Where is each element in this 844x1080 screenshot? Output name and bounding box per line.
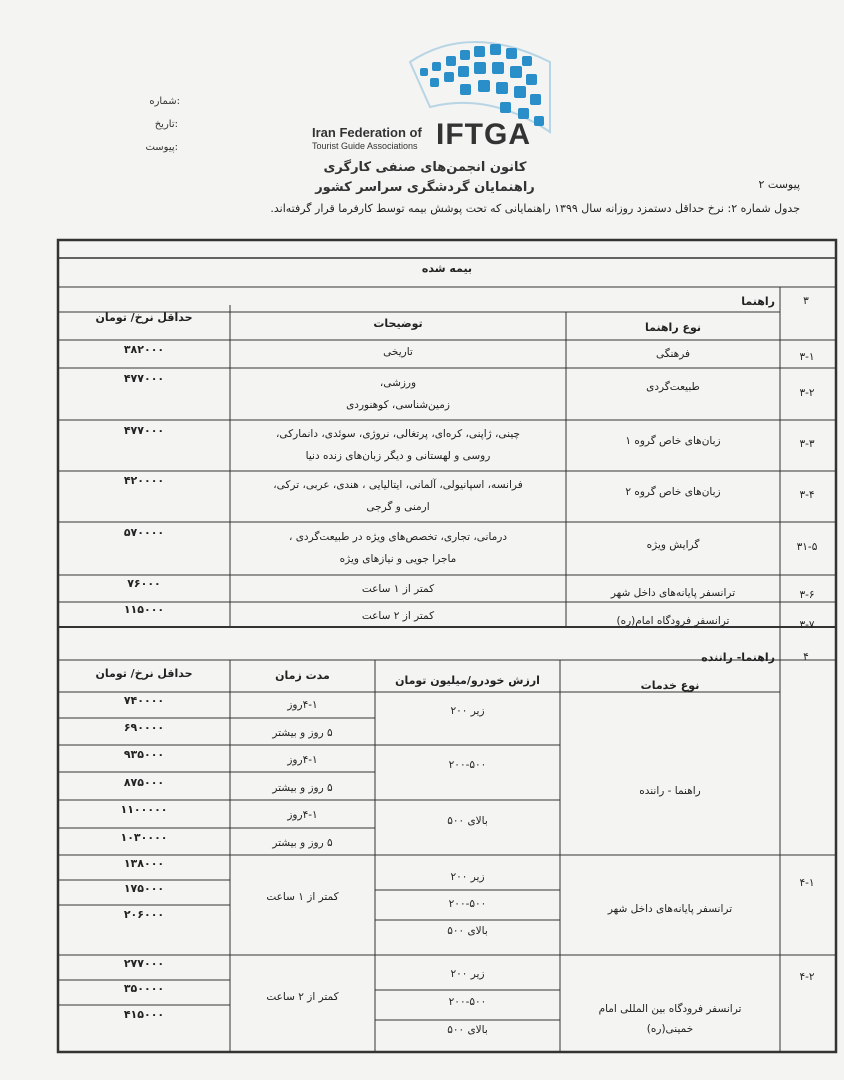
row-3-2-desc1: ورزشی، [379, 377, 417, 389]
section4-header-rate: حداقل نرخ/ تومان [95, 667, 193, 680]
section3-header-rate: حداقل نرخ/ تومان [95, 311, 193, 324]
duration-1-4-days-c: ۴-۱روز [287, 809, 318, 821]
row-3-7-type: ترانسفر فرودگاه امام(ره) [616, 615, 730, 627]
rate-12: ۴۱۵۰۰۰ [123, 1008, 165, 1021]
car2-value-200-500: ۲۰۰-۵۰۰ [448, 898, 487, 910]
logo-en-line2: Tourist Guide Associations [312, 141, 418, 151]
rate-2: ۶۹۰۰۰۰ [123, 721, 165, 734]
service-airport-transfer-a: ترانسفر فرودگاه بین المللی امام [598, 1003, 742, 1015]
row-3-2-desc2: زمین‌شناسی، کوهنوردی [346, 399, 450, 411]
rate-5: ۱۱۰۰۰۰۰ [120, 803, 168, 816]
row-3-1-desc: تاریخی [383, 346, 413, 358]
row-3-4-type: زبان‌های خاص گروه ۲ [625, 486, 721, 498]
row-3-1-type: فرهنگی [655, 348, 691, 360]
section3-header-desc: توضیحات [373, 317, 423, 330]
rate-8: ۱۷۵۰۰۰ [123, 882, 165, 895]
section4-header-duration: مدت زمان [275, 669, 330, 682]
rate-3: ۹۳۵۰۰۰ [123, 748, 165, 761]
car3-value-200-500: ۲۰۰-۵۰۰ [448, 996, 487, 1008]
row-3-7-rate: ۱۱۵۰۰۰ [123, 603, 165, 616]
duration-1-4-days-a: ۴-۱روز [287, 699, 318, 711]
attachment-note: پیوست ۲ [758, 178, 800, 191]
row-3-3-code: ۳-۳ [799, 438, 815, 450]
row-3-4-desc1: فرانسه، اسپانیولی، آلمانی، ایتالیایی ، هندی، عربی، ترکی، [273, 479, 523, 491]
car3-value-over-500: بالای ۵۰۰ [447, 1024, 488, 1036]
table-title: بیمه شده [421, 262, 473, 275]
row-3-5-type: گرایش ویژه [646, 539, 700, 551]
code-4-2: ۴-۲ [799, 971, 815, 983]
service-guide-driver: راهنما - راننده [639, 785, 701, 797]
row-3-1-code: ۳-۱ [799, 351, 815, 363]
rate-1: ۷۴۰۰۰۰ [123, 694, 165, 707]
car2-value-under-200: زیر ۲۰۰ [450, 871, 485, 883]
row-3-3-desc2: روسی و لهستانی و دیگر زبان‌های زنده دنیا [305, 450, 491, 462]
section4-title: راهنما- راننده [701, 651, 775, 664]
row-3-6-desc: کمتر از ۱ ساعت [361, 583, 435, 595]
row-3-5-rate: ۵۷۰۰۰۰ [123, 526, 165, 539]
section4-header-car: ارزش خودرو/میلیون تومان [395, 674, 540, 687]
row-3-5-code: ۳۱-۵ [796, 541, 818, 553]
org-title-line2: راهنمایان گردشگری سراسر کشور [315, 180, 535, 195]
row-3-3-rate: ۴۷۷۰۰۰ [123, 424, 165, 437]
rate-6: ۱۰۳۰۰۰۰ [120, 831, 168, 844]
row-3-2-code: ۳-۲ [799, 387, 815, 399]
car-value-under-200: زیر ۲۰۰ [450, 705, 485, 717]
section4-number: ۴ [803, 651, 809, 663]
duration-5-plus-days-a: ۵ روز و بیشتر [272, 727, 333, 739]
row-3-6-rate: ۷۶۰۰۰ [127, 577, 161, 590]
row-3-5-desc2: ماجرا جویی و نیازهای ویژه [339, 553, 457, 565]
org-title-line1: کانون انجمن‌های صنفی کارگری [323, 160, 527, 175]
row-3-1-rate: ۳۸۲۰۰۰ [123, 343, 165, 356]
section3-number: ۳ [803, 295, 809, 307]
row-3-7-desc: کمتر از ۲ ساعت [361, 610, 435, 622]
logo-text: IFTGA [436, 118, 531, 151]
car-value-200-500: ۲۰۰-۵۰۰ [448, 759, 487, 771]
car3-value-under-200: زیر ۲۰۰ [450, 968, 485, 980]
code-4-1: ۴-۱ [799, 877, 815, 889]
row-3-6-code: ۳-۶ [799, 589, 815, 601]
duration-5-plus-days-b: ۵ روز و بیشتر [272, 782, 333, 794]
car2-value-over-500: بالای ۵۰۰ [447, 925, 488, 937]
row-3-2-type: طبیعت‌گردی [646, 381, 700, 393]
row-3-3-desc1: چینی، ژاپنی، کره‌ای، پرتغالی، نروژی، سوئدی، دانمارکی، [276, 428, 520, 440]
duration-5-plus-days-c: ۵ روز و بیشتر [272, 837, 333, 849]
rate-7: ۱۳۸۰۰۰ [123, 857, 165, 870]
duration-under-2-hours: کمتر از ۲ ساعت [266, 991, 339, 1003]
service-terminal-transfer: ترانسفر پایانه‌های داخل شهر [607, 903, 733, 915]
row-3-4-desc2: ارمنی و گرجی [366, 501, 430, 513]
service-airport-transfer-b: خمینی(ره) [646, 1023, 694, 1035]
row-3-4-code: ۳-۴ [799, 489, 815, 501]
rate-11: ۳۵۰۰۰۰ [123, 982, 165, 995]
row-3-2-rate: ۴۷۷۰۰۰ [123, 372, 165, 385]
table-caption: جدول شماره ۲: نرخ حداقل دستمزد روزانه سال ۱۳۹۹ راهنمایانی که تحت پوشش بیمه توسط کارفرما قرار گرفته‌اند. [270, 202, 800, 215]
row-3-7-code: ۳-۷ [799, 619, 815, 631]
date-label: تاریخ: [154, 119, 178, 130]
duration-under-1-hour: کمتر از ۱ ساعت [266, 891, 339, 903]
number-label: شماره: [149, 96, 180, 107]
section4-header-service: نوع خدمات [640, 679, 700, 692]
row-3-3-type: زبان‌های خاص گروه ۱ [625, 435, 721, 447]
car-value-over-500: بالای ۵۰۰ [447, 815, 488, 827]
attachment-label: پیوست: [145, 142, 178, 153]
row-3-6-type: ترانسفر پایانه‌های داخل شهر [610, 587, 736, 599]
rate-9: ۲۰۶۰۰۰ [123, 908, 165, 921]
section3-header-type: نوع راهنما [644, 321, 702, 334]
row-3-5-desc1: درمانی، تجاری، تخصص‌های ویژه در طبیعت‌گردی ، [288, 531, 508, 543]
rate-4: ۸۷۵۰۰۰ [123, 776, 165, 789]
rate-10: ۲۷۷۰۰۰ [123, 957, 165, 970]
logo-en-line1: Iran Federation of [312, 125, 422, 140]
section3-title: راهنما [741, 295, 775, 308]
duration-1-4-days-b: ۴-۱روز [287, 754, 318, 766]
row-3-4-rate: ۴۲۰۰۰۰ [123, 474, 165, 487]
